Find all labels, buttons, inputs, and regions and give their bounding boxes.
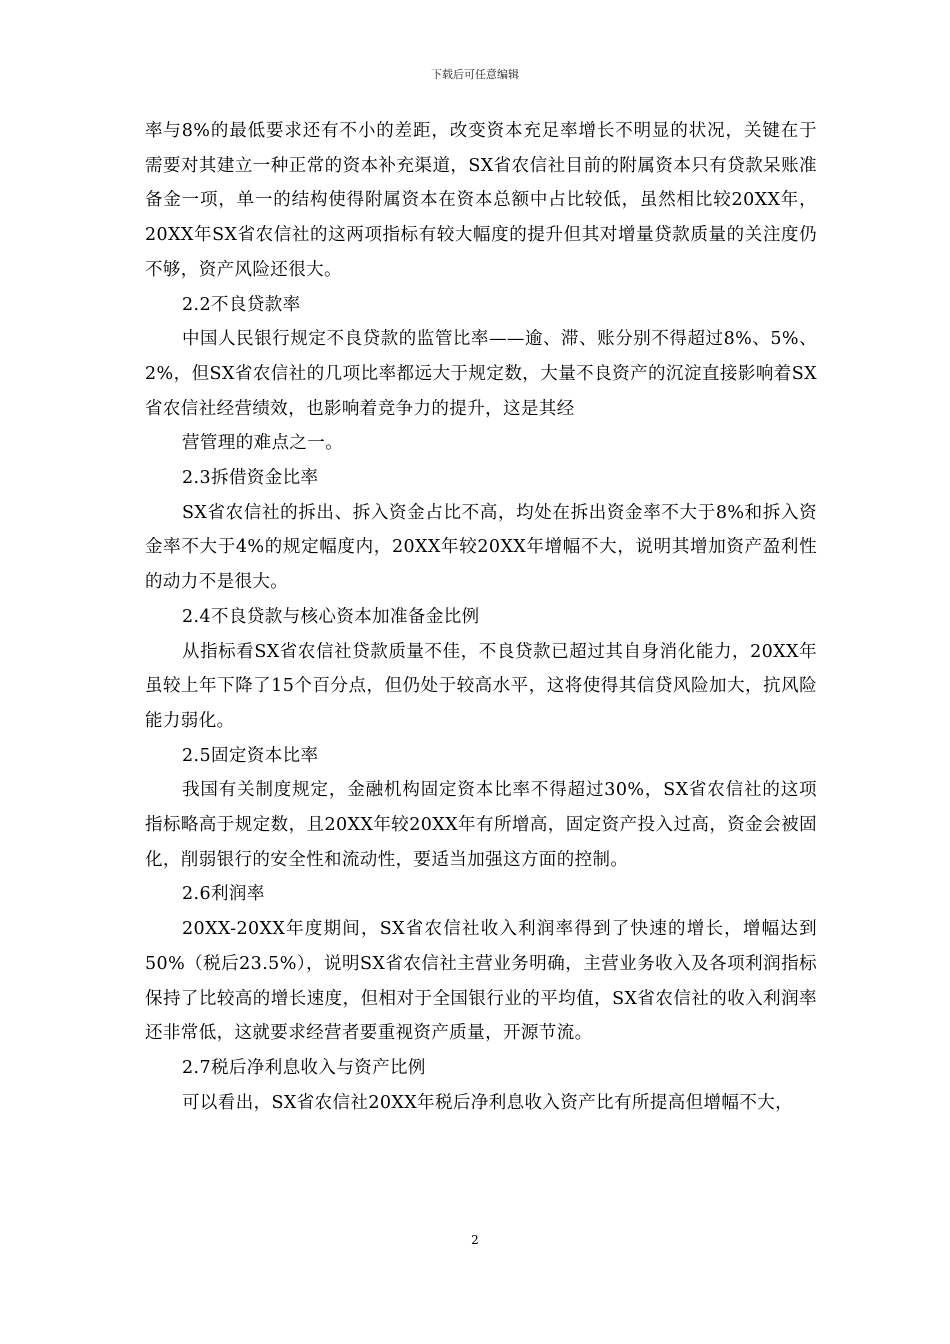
paragraph: 营管理的难点之一。 bbox=[182, 433, 344, 454]
page-number: 2 bbox=[471, 1233, 479, 1247]
paragraph: 我国有关制度规定，金融机构固定资本比率不得超过30%，SX省农信社的这项指标略高于规定数，且20XX年较20XX年有所增高，固定资产投入过高，资金会被固化，削弱银行的安全性和流动性，要适当加强这方面的控制。 bbox=[145, 780, 817, 870]
paragraph: 可以看出，SX省农信社20XX年税后净利息收入资产比有所提高但增幅不大， bbox=[182, 1092, 794, 1113]
paragraph: 中国人民银行规定不良贷款的监管比率——逾、滞、账分别不得超过8%、5%、2%，但SX省农信社的几项比率都远大于规定数，大量不良资产的沉淀直接影响着SX省农信社经营绩效，也影响着竞争力的提升，这是其经 bbox=[145, 329, 817, 419]
section-heading: 2.3拆借资金比率 bbox=[182, 468, 319, 489]
section-heading: 2.5固定资本比率 bbox=[182, 745, 319, 766]
paragraph: SX省农信社的拆出、拆入资金占比不高，均处在拆出资金率不大于8%和拆入资金率不大于4%的规定幅度内，20XX年较20XX年增幅不大，说明其增加资产盈利性的动力不是很大。 bbox=[145, 502, 817, 593]
paragraph: 率与8%的最低要求还有不小的差距，改变资本充足率增长不明显的状况，关键在于需要对其建立一种正常的资本补充渠道，SX省农信社目前的附属资本只有贷款呆账准备金一项，单一的结构使得附属资本在资本总额中占比较低，虽然相比较20XX年，20XX年SX省农信社的这两项指标有较大幅度的提升但其对增量贷款质量的关注度仍不够，资产风险还很大。 bbox=[145, 121, 817, 280]
section-heading: 2.2不良贷款率 bbox=[182, 294, 301, 315]
document-body bbox=[145, 114, 817, 1120]
page-header: 下载后可任意编辑 bbox=[431, 68, 519, 81]
section-heading: 2.7税后净利息收入与资产比例 bbox=[182, 1057, 426, 1078]
section-heading: 2.6利润率 bbox=[182, 884, 265, 905]
paragraph: 从指标看SX省农信社贷款质量不佳，不良贷款已超过其自身消化能力，20XX年虽较上年下降了15个百分点，但仍处于较高水平，这将使得其信贷风险加大，抗风险能力弱化。 bbox=[145, 641, 817, 731]
paragraph: 20XX-20XX年度期间，SX省农信社收入利润率得到了快速的增长，增幅达到50%（税后23.5%），说明SX省农信社主营业务明确，主营业务收入及各项利润指标保持了比较高的增长速度，但相对于全国银行业的平均值，SX省农信社的收入利润率还非常低，这就要求经营者要重视资产质量，开源节流。 bbox=[145, 919, 817, 1044]
section-heading: 2.4不良贷款与核心资本加准备金比例 bbox=[182, 606, 480, 627]
